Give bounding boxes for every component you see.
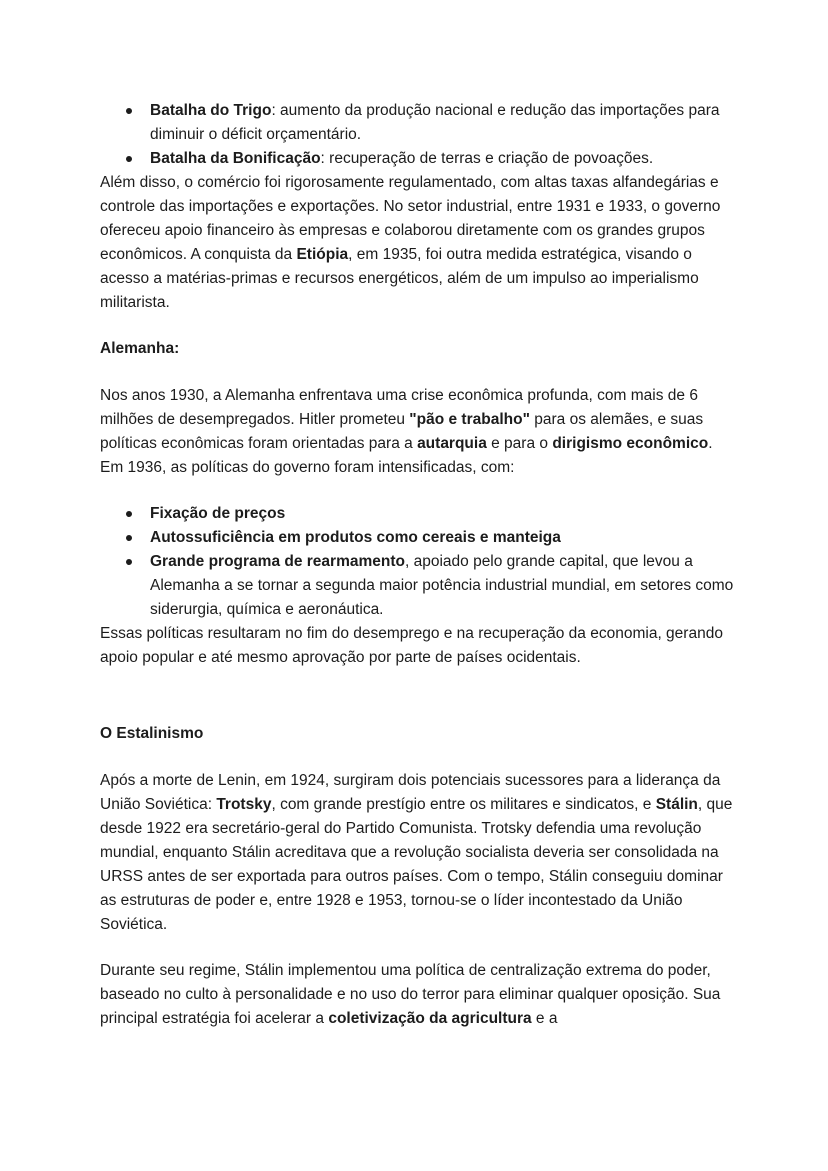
- emphasis-pao-e-trabalho: "pão e trabalho": [409, 411, 530, 428]
- section-heading-estalinismo: O Estalinismo: [100, 725, 204, 742]
- emphasis-trotsky: Trotsky: [216, 796, 272, 813]
- italy-policies-list: [100, 99, 740, 171]
- emphasis-dirigismo: dirigismo econômico: [552, 435, 709, 452]
- list-item-term: Fixação de preços: [150, 505, 286, 522]
- emphasis-etiopia: Etiópia: [296, 246, 349, 263]
- paragraph-italy-commerce: Além disso, o comércio foi rigorosamente regulamentado, com altas taxas alfandegárias e controle das importações e exportações. No setor industrial, entre 1931 e 1933, o governo ofereceu apoio financeiro às empresas e colaborou diretamente com os grandes grupos econômicos. A conquista da Etiópia, em 1935, foi outra medida estratégica, visando o acesso a matérias-primas e recursos energéticos, além de um impulso ao imperialismo militarista.: [100, 174, 721, 311]
- list-item-term: Autossuficiência em produtos como cereais e manteiga: [150, 529, 561, 546]
- section-spacer: [100, 670, 740, 722]
- document-page: [100, 99, 740, 1031]
- paragraph-germany-crisis: Nos anos 1930, a Alemanha enfrentava uma crise econômica profunda, com mais de 6 milhões de desempregados. Hitler prometeu "pão e trabalho" para os alemães, e suas políticas econômicas foram orientadas para a autarquia e para o dirigismo econômico. Em 1936, as políticas do governo foram intensificadas, com:: [100, 387, 713, 476]
- paragraph-succession: Após a morte de Lenin, em 1924, surgiram dois potenciais sucessores para a liderança da União Soviética: Trotsky, com grande prestígio entre os militares e sindicatos, e Stálin, que desde 1922 era secretário-geral do Partido Comunista. Trotsky defendia uma revolução mundial, enquanto Stálin acreditava que a revolução socialista deveria ser consolidada na URSS antes de ser exportada para outros países. Com o tempo, Stálin conseguiu dominar as estruturas de poder e, entre 1928 e 1953, tornou-se o líder incontestado da União Soviética.: [100, 772, 733, 933]
- list-item: [100, 526, 740, 550]
- paragraph-stalin-regime: Durante seu regime, Stálin implementou uma política de centralização extrema do poder, baseado no culto à personalidade e no uso do terror para eliminar qualquer oposição. Sua principal estratégia foi acelerar a coletivização da agricultura e a: [100, 962, 721, 1027]
- germany-policies-list: [100, 502, 740, 622]
- list-item: [100, 99, 740, 147]
- list-item-term: Grande programa de rearmamento: [150, 553, 405, 570]
- emphasis-autarquia: autarquia: [417, 435, 487, 452]
- list-item-text: , apoiado pelo grande capital, que levou a Alemanha a se tornar a segunda maior potência industrial mundial, em setores como siderurgia, química e aeronáutica.: [150, 553, 734, 618]
- emphasis-stalin: Stálin: [655, 796, 698, 813]
- list-item: [100, 147, 740, 171]
- list-item-text: : recuperação de terras e criação de povoações.: [320, 150, 654, 167]
- paragraph-germany-results: Essas políticas resultaram no fim do desemprego e na recuperação da economia, gerando apoio popular e até mesmo aprovação por parte de países ocidentais.: [100, 625, 723, 666]
- list-item-term: Batalha da Bonificação: [150, 150, 321, 167]
- list-item: [100, 502, 740, 526]
- list-item-text: : aumento da produção nacional e redução das importações para diminuir o déficit orçamentário.: [150, 102, 720, 143]
- emphasis-coletivizacao: coletivização da agricultura: [328, 1010, 532, 1027]
- list-item-term: Batalha do Trigo: [150, 102, 272, 119]
- section-heading-alemanha: Alemanha:: [100, 340, 180, 357]
- list-item: [100, 550, 740, 622]
